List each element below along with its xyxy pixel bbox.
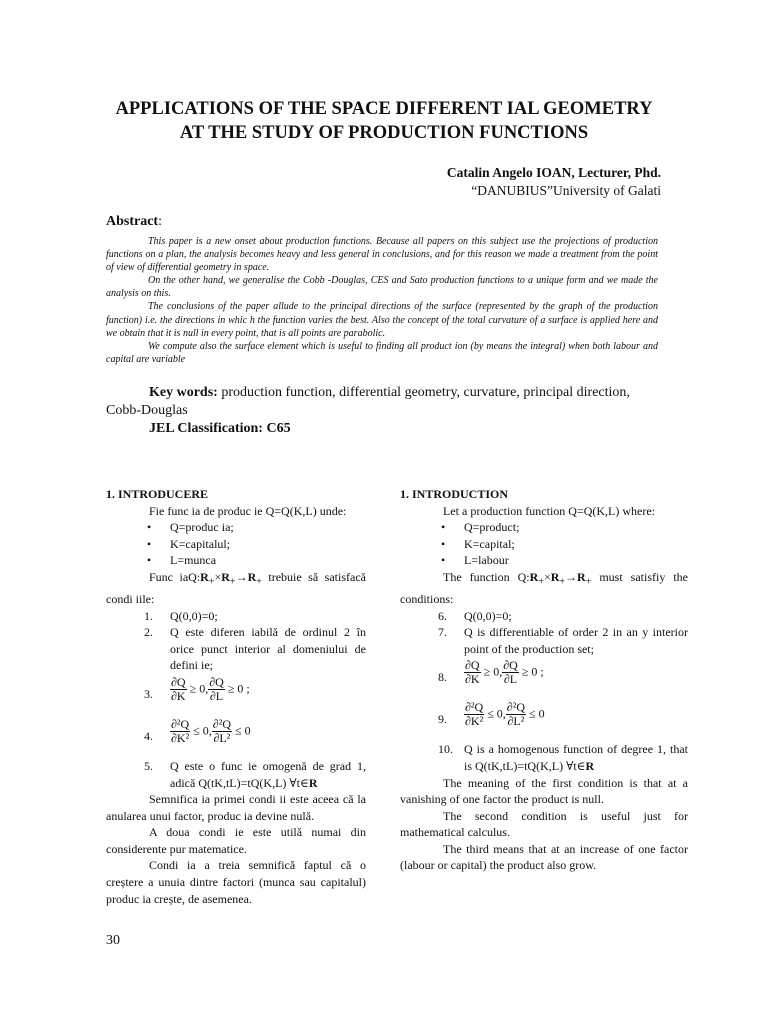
paragraph: The third means that at an increase of one factor (labour or capital) the product also grow. <box>400 841 688 873</box>
item-text: Q(0,0)=0; <box>464 608 512 623</box>
condition-list <box>106 758 366 791</box>
fn-times: × <box>543 569 551 584</box>
fn-sub: + <box>559 576 566 588</box>
item-number: 8. <box>438 670 447 685</box>
item-number: 6. <box>438 608 447 623</box>
inequality: ≥ 0, <box>480 664 503 679</box>
inequality: ≤ 0 <box>526 706 545 721</box>
list-item: • K=capital; <box>400 536 688 553</box>
numerator: ∂Q <box>465 658 480 673</box>
fn-arrow: → <box>235 569 248 584</box>
paragraph: The meaning of the first condition is that at a vanishing of one factor the product is null. <box>400 775 688 807</box>
inequality: ≥ 0, <box>186 681 209 696</box>
numerator: ∂²Q <box>171 716 190 731</box>
condition-item <box>106 624 366 674</box>
inequality: ≥ 0 ; <box>224 681 250 696</box>
item-number: 1. <box>144 608 153 623</box>
condition-item <box>106 758 366 791</box>
second-derivative-formula <box>464 701 545 728</box>
item-text: Q is a homogenous function of degree 1, that is Q(tK,tL)=tQ(K,L) ∀t∈ <box>464 742 688 773</box>
jel-classification: JEL Classification: C65 <box>149 421 291 436</box>
fraction <box>208 676 225 703</box>
denominator: ∂L <box>209 688 224 703</box>
function-definition <box>400 569 688 608</box>
section-heading: 1. INTRODUCERE <box>106 487 209 501</box>
item-number: 7. <box>438 625 447 640</box>
condition-item-math <box>400 657 688 699</box>
fn-set: R <box>529 569 539 584</box>
title-line-2: AT THE STUDY OF PRODUCTION FUNCTIONS <box>179 123 589 143</box>
right-column <box>400 486 688 874</box>
fn-text: Func iaQ: <box>149 569 201 584</box>
list-item: • Q=product; <box>400 519 688 536</box>
second-derivative-formula <box>170 718 251 745</box>
real-set: R <box>308 775 318 790</box>
function-definition <box>106 569 366 608</box>
abstract-paragraph: This paper is a new onset about production functions. Because all papers on this subject use the projections of production functions on a plan, the analysis becomes heavy and less general in conclusions, and for this reason we made a treatment from the point of view of differential geometry in space. <box>106 236 658 274</box>
left-column <box>106 486 366 907</box>
fn-text: must satisfiy the conditions: <box>400 569 688 606</box>
keywords-line <box>106 384 666 402</box>
fn-set: R <box>200 569 209 584</box>
denominator: ∂K <box>171 688 186 703</box>
numerator: ∂²Q <box>212 716 231 731</box>
condition-item-math <box>106 716 366 758</box>
fraction <box>170 676 187 703</box>
list-item: • Q=produc ia; <box>106 519 366 536</box>
item-number: 2. <box>144 625 153 640</box>
item-text: Q este diferen iabilă de ordinul 2 în orice punct interior al domeniului de defini ie; <box>170 625 366 673</box>
denominator: ∂K <box>465 672 480 687</box>
list-item: • L=munca <box>106 552 366 569</box>
inequality: ≥ 0 ; <box>518 664 544 679</box>
fraction <box>506 701 526 728</box>
condition-list <box>400 608 688 658</box>
item-number: 4. <box>144 728 153 743</box>
first-derivative-formula <box>170 676 250 703</box>
fn-sub: + <box>585 576 592 588</box>
item-text: Q(0,0)=0; <box>170 608 218 623</box>
title-line-1: APPLICATIONS OF THE SPACE DIFFERENT IAL GEOMETRY <box>115 99 653 119</box>
abstract-paragraph: The conclusions of the paper allude to the principal directions of the surface (represented by the graph of the production function) i.e. the directions in whic h the function varies the best. Also the concept of the total curvature of a surface is applied here and we obtain that it is null in every point, that is all points are parabolic. <box>106 301 658 339</box>
list-item: • L=labour <box>400 552 688 569</box>
intro-text: Let a production function Q=Q(K,L) where: <box>443 503 656 518</box>
jel-line <box>106 420 666 438</box>
fn-times: × <box>214 569 222 584</box>
condition-item <box>400 624 688 657</box>
condition-item <box>400 608 688 625</box>
section-heading: 1. INTRODUCTION <box>400 487 509 501</box>
abstract-colon: : <box>158 214 162 229</box>
fn-set: R <box>247 569 257 584</box>
inequality: ≤ 0 <box>232 723 251 738</box>
paragraph: A doua condi ie este utilă numai din considerente pur matematice. <box>106 825 366 856</box>
numerator: ∂²Q <box>506 700 525 715</box>
denominator: ∂L <box>503 672 518 687</box>
fraction <box>464 701 484 728</box>
real-set: R <box>585 758 595 773</box>
denominator: ∂K² <box>465 714 484 729</box>
condition-item <box>400 741 688 774</box>
abstract-label: Abstract <box>106 214 159 229</box>
list-item: • K=capitalul; <box>106 536 366 553</box>
item-text: Q este o func ie omogenă de grad 1, adică Q(tK,tL)=tQ(K,L) ∀t∈ <box>170 758 366 790</box>
item-number: 3. <box>144 686 153 701</box>
item-number: 5. <box>144 758 153 773</box>
abstract-paragraph: On the other hand, we generalise the Cobb -Douglas, CES and Sato production functions to a unique form and we made the analysis on this. <box>106 275 658 300</box>
numerator: ∂²Q <box>465 700 484 715</box>
author-block <box>447 164 661 200</box>
affiliation: “DANUBIUS”University of Galati <box>471 183 661 198</box>
denominator: ∂L² <box>507 714 525 729</box>
keywords-block <box>106 384 666 438</box>
fn-text: trebuie să satisfacă condi iile: <box>106 569 366 606</box>
condition-item-math <box>400 699 688 741</box>
denominator: ∂K² <box>171 730 190 745</box>
condition-list <box>400 741 688 774</box>
paragraph: Semnifica ia primei condi ii este aceea că la anularea unui factor, produc ia devine nulă. <box>106 792 366 823</box>
first-derivative-formula <box>464 659 544 686</box>
condition-list <box>106 608 366 674</box>
keywords-label: Key words: <box>149 385 218 400</box>
bullet-list <box>400 519 688 569</box>
fn-set: R <box>550 569 560 584</box>
fn-set: R <box>577 569 586 584</box>
bullet-list <box>106 519 366 569</box>
fn-sub: + <box>229 576 236 588</box>
fn-sub: + <box>256 576 262 588</box>
item-number: 10. <box>438 742 453 757</box>
item-number: 9. <box>438 712 447 727</box>
denominator: ∂L² <box>213 730 231 745</box>
author-name: Catalin Angelo IOAN, Lecturer, Phd. <box>446 165 661 180</box>
fn-sub: + <box>208 576 215 588</box>
numerator: ∂Q <box>503 658 518 673</box>
inequality: ≤ 0, <box>190 723 212 738</box>
condition-item <box>106 608 366 625</box>
keywords-cont: Cobb-Douglas <box>106 403 188 418</box>
paragraph: The second condition is useful just for mathematical calculus. <box>400 808 688 840</box>
abstract-heading <box>106 214 162 230</box>
page-number: 30 <box>106 933 120 948</box>
condition-item-math <box>106 674 366 716</box>
numerator: ∂Q <box>209 674 224 689</box>
inequality: ≤ 0, <box>484 706 506 721</box>
fraction <box>464 659 481 686</box>
fraction <box>502 659 519 686</box>
fn-set: R <box>221 569 230 584</box>
paragraph: Condi ia a treia semnifică faptul că o creștere a unuia dintre factori (munca sau capitalul) produc ia crește, de asemenea. <box>106 858 366 906</box>
intro-text: Fie func ia de produc ie Q=Q(K,L) unde: <box>149 503 347 518</box>
numerator: ∂Q <box>171 674 186 689</box>
abstract-paragraph: We compute also the surface element which is useful to finding all product ion (by means the integral) when both labour and capital are variable <box>106 340 658 365</box>
abstract-body <box>106 235 658 366</box>
paper-title <box>60 97 708 145</box>
keywords-text: production function, differential geometry, curvature, principal direction, <box>217 385 630 400</box>
fraction <box>170 718 190 745</box>
fn-text: The function Q: <box>443 569 530 584</box>
fn-sub: + <box>538 576 544 588</box>
item-text: Q is differentiable of order 2 in an y interior point of the production set; <box>464 625 688 656</box>
fn-arrow: → <box>565 569 578 584</box>
fraction <box>212 718 232 745</box>
